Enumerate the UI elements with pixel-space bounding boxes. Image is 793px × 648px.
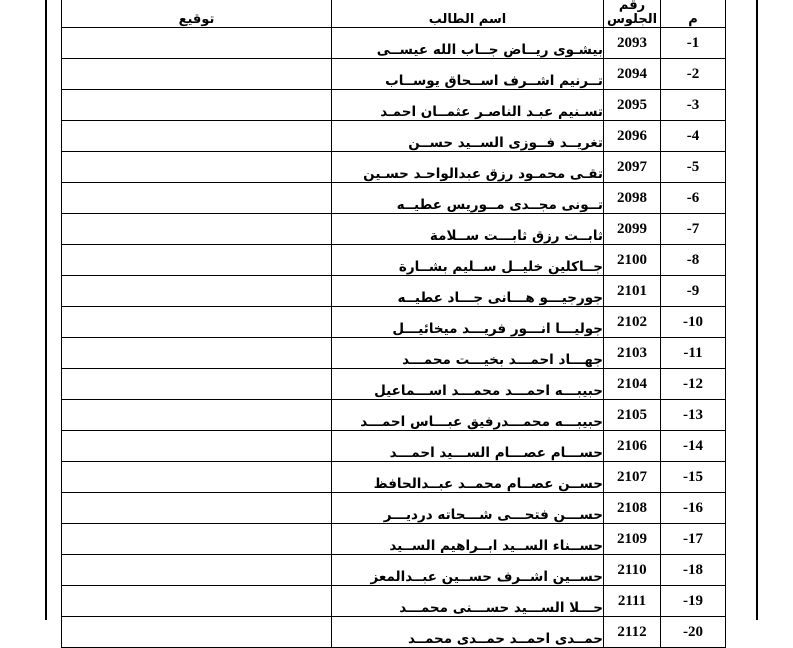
signature-cell <box>62 586 332 617</box>
header-seat-number-line1: رقم <box>618 0 646 13</box>
student-name-cell: جورجيـــو هـــانى جـــاد عطيــه <box>332 276 604 307</box>
student-name-cell: حســـام عصـــام الســـيد احمـــد <box>332 431 604 462</box>
table-row <box>62 338 726 369</box>
signature-cell <box>62 400 332 431</box>
student-name-cell: تــرنيم اشــرف اســحاق يوســاب <box>332 59 604 90</box>
table-row <box>62 214 726 245</box>
serial-number-cell: -9 <box>661 276 726 307</box>
serial-number-cell: -3 <box>661 90 726 121</box>
signature-cell <box>62 617 332 648</box>
seat-number-cell: 2098 <box>604 183 661 214</box>
signature-cell <box>62 462 332 493</box>
page-border-right <box>756 0 758 620</box>
table-row <box>62 59 726 90</box>
signature-cell <box>62 90 332 121</box>
student-name-cell: حســين اشــرف حســين عبــدالمعز <box>332 555 604 586</box>
table-row <box>62 183 726 214</box>
seat-number-cell: 2110 <box>604 555 661 586</box>
student-name-cell: حســـن فتحـــى شـــحاته دردیـــر <box>332 493 604 524</box>
serial-number-cell: -16 <box>661 493 726 524</box>
serial-number-cell: -15 <box>661 462 726 493</box>
seat-number-cell: 2104 <box>604 369 661 400</box>
seat-number-cell: 2106 <box>604 431 661 462</box>
table-row <box>62 28 726 59</box>
signature-cell <box>62 338 332 369</box>
table-row <box>62 524 726 555</box>
header-student-name: اسم الطالب <box>332 0 604 28</box>
table-row <box>62 586 726 617</box>
serial-number-cell: -7 <box>661 214 726 245</box>
student-name-cell: جوليـــا انـــور فريـــد ميخائيـــل <box>332 307 604 338</box>
student-name-cell: حـــلا الســـيد حســـنى محمـــد <box>332 586 604 617</box>
seat-number-cell: 2109 <box>604 524 661 555</box>
table-row <box>62 617 726 648</box>
seat-number-cell: 2093 <box>604 28 661 59</box>
seat-number-cell: 2099 <box>604 214 661 245</box>
signature-cell <box>62 555 332 586</box>
signature-cell <box>62 276 332 307</box>
seat-number-cell: 2096 <box>604 121 661 152</box>
student-name-cell: تغريــد فــوزى الســيد حســن <box>332 121 604 152</box>
signature-cell <box>62 183 332 214</box>
seat-number-cell: 2103 <box>604 338 661 369</box>
student-name-cell: حســناء الســيد ابــراهيم الســيد <box>332 524 604 555</box>
signature-cell <box>62 431 332 462</box>
table-row <box>62 276 726 307</box>
table-header-row <box>62 0 726 28</box>
student-name-cell: ثابــت رزق ثابـــت ســلامة <box>332 214 604 245</box>
table-row <box>62 90 726 121</box>
student-name-cell: بيشـوى ريــاض جــاب الله عيســى <box>332 28 604 59</box>
page-border-left <box>45 0 47 620</box>
student-roster-table <box>61 0 726 648</box>
table-row <box>62 121 726 152</box>
serial-number-cell: -10 <box>661 307 726 338</box>
student-name-cell: جــاكلين خليــل ســليم بشــارة <box>332 245 604 276</box>
seat-number-cell: 2100 <box>604 245 661 276</box>
serial-number-cell: -11 <box>661 338 726 369</box>
student-name-cell: تقـى محمـود رزق عبدالواحـد حسـين <box>332 152 604 183</box>
roster-body <box>62 28 726 648</box>
student-name-cell: حســن عصــام محمــد عبــدالحافظ <box>332 462 604 493</box>
serial-number-cell: -20 <box>661 617 726 648</box>
student-name-cell: تــونى مجــدى مــوريس عطيــه <box>332 183 604 214</box>
table-row <box>62 245 726 276</box>
table-row <box>62 307 726 338</box>
serial-number-cell: -4 <box>661 121 726 152</box>
serial-number-cell: -2 <box>661 59 726 90</box>
header-seat-number <box>604 0 661 28</box>
serial-number-cell: -12 <box>661 369 726 400</box>
seat-number-cell: 2105 <box>604 400 661 431</box>
serial-number-cell: -17 <box>661 524 726 555</box>
seat-number-cell: 2111 <box>604 586 661 617</box>
seat-number-cell: 2095 <box>604 90 661 121</box>
serial-number-cell: -6 <box>661 183 726 214</box>
seat-number-cell: 2097 <box>604 152 661 183</box>
signature-cell <box>62 214 332 245</box>
serial-number-cell: -1 <box>661 28 726 59</box>
serial-number-cell: -14 <box>661 431 726 462</box>
student-name-cell: حبيبـــه احمـــد محمـــد اســـماعيل <box>332 369 604 400</box>
seat-number-cell: 2107 <box>604 462 661 493</box>
table-row <box>62 555 726 586</box>
table-row <box>62 369 726 400</box>
student-name-cell: حبيبـــه محمـــدرفيق عبـــاس احمـــد <box>332 400 604 431</box>
signature-cell <box>62 59 332 90</box>
table-row <box>62 493 726 524</box>
student-name-cell: تسـنيم عبـد الناصـر عثمــان احمـد <box>332 90 604 121</box>
signature-cell <box>62 152 332 183</box>
serial-number-cell: -13 <box>661 400 726 431</box>
serial-number-cell: -19 <box>661 586 726 617</box>
student-name-cell: حمــدى احمــد حمــدى محمــد <box>332 617 604 648</box>
signature-cell <box>62 28 332 59</box>
signature-cell <box>62 307 332 338</box>
table-row <box>62 400 726 431</box>
serial-number-cell: -5 <box>661 152 726 183</box>
table-row <box>62 152 726 183</box>
header-serial: م <box>661 0 726 28</box>
seat-number-cell: 2094 <box>604 59 661 90</box>
serial-number-cell: -18 <box>661 555 726 586</box>
signature-cell <box>62 524 332 555</box>
seat-number-cell: 2102 <box>604 307 661 338</box>
seat-number-cell: 2112 <box>604 617 661 648</box>
table-row <box>62 431 726 462</box>
seat-number-cell: 2101 <box>604 276 661 307</box>
serial-number-cell: -8 <box>661 245 726 276</box>
student-name-cell: جهـــاد احمـــد بخيـــت محمـــد <box>332 338 604 369</box>
header-seat-number-line2: الجلوس <box>606 12 658 27</box>
seat-number-cell: 2108 <box>604 493 661 524</box>
signature-cell <box>62 369 332 400</box>
signature-cell <box>62 493 332 524</box>
signature-cell <box>62 245 332 276</box>
header-signature: توقيع <box>62 0 332 28</box>
signature-cell <box>62 121 332 152</box>
table-row <box>62 462 726 493</box>
